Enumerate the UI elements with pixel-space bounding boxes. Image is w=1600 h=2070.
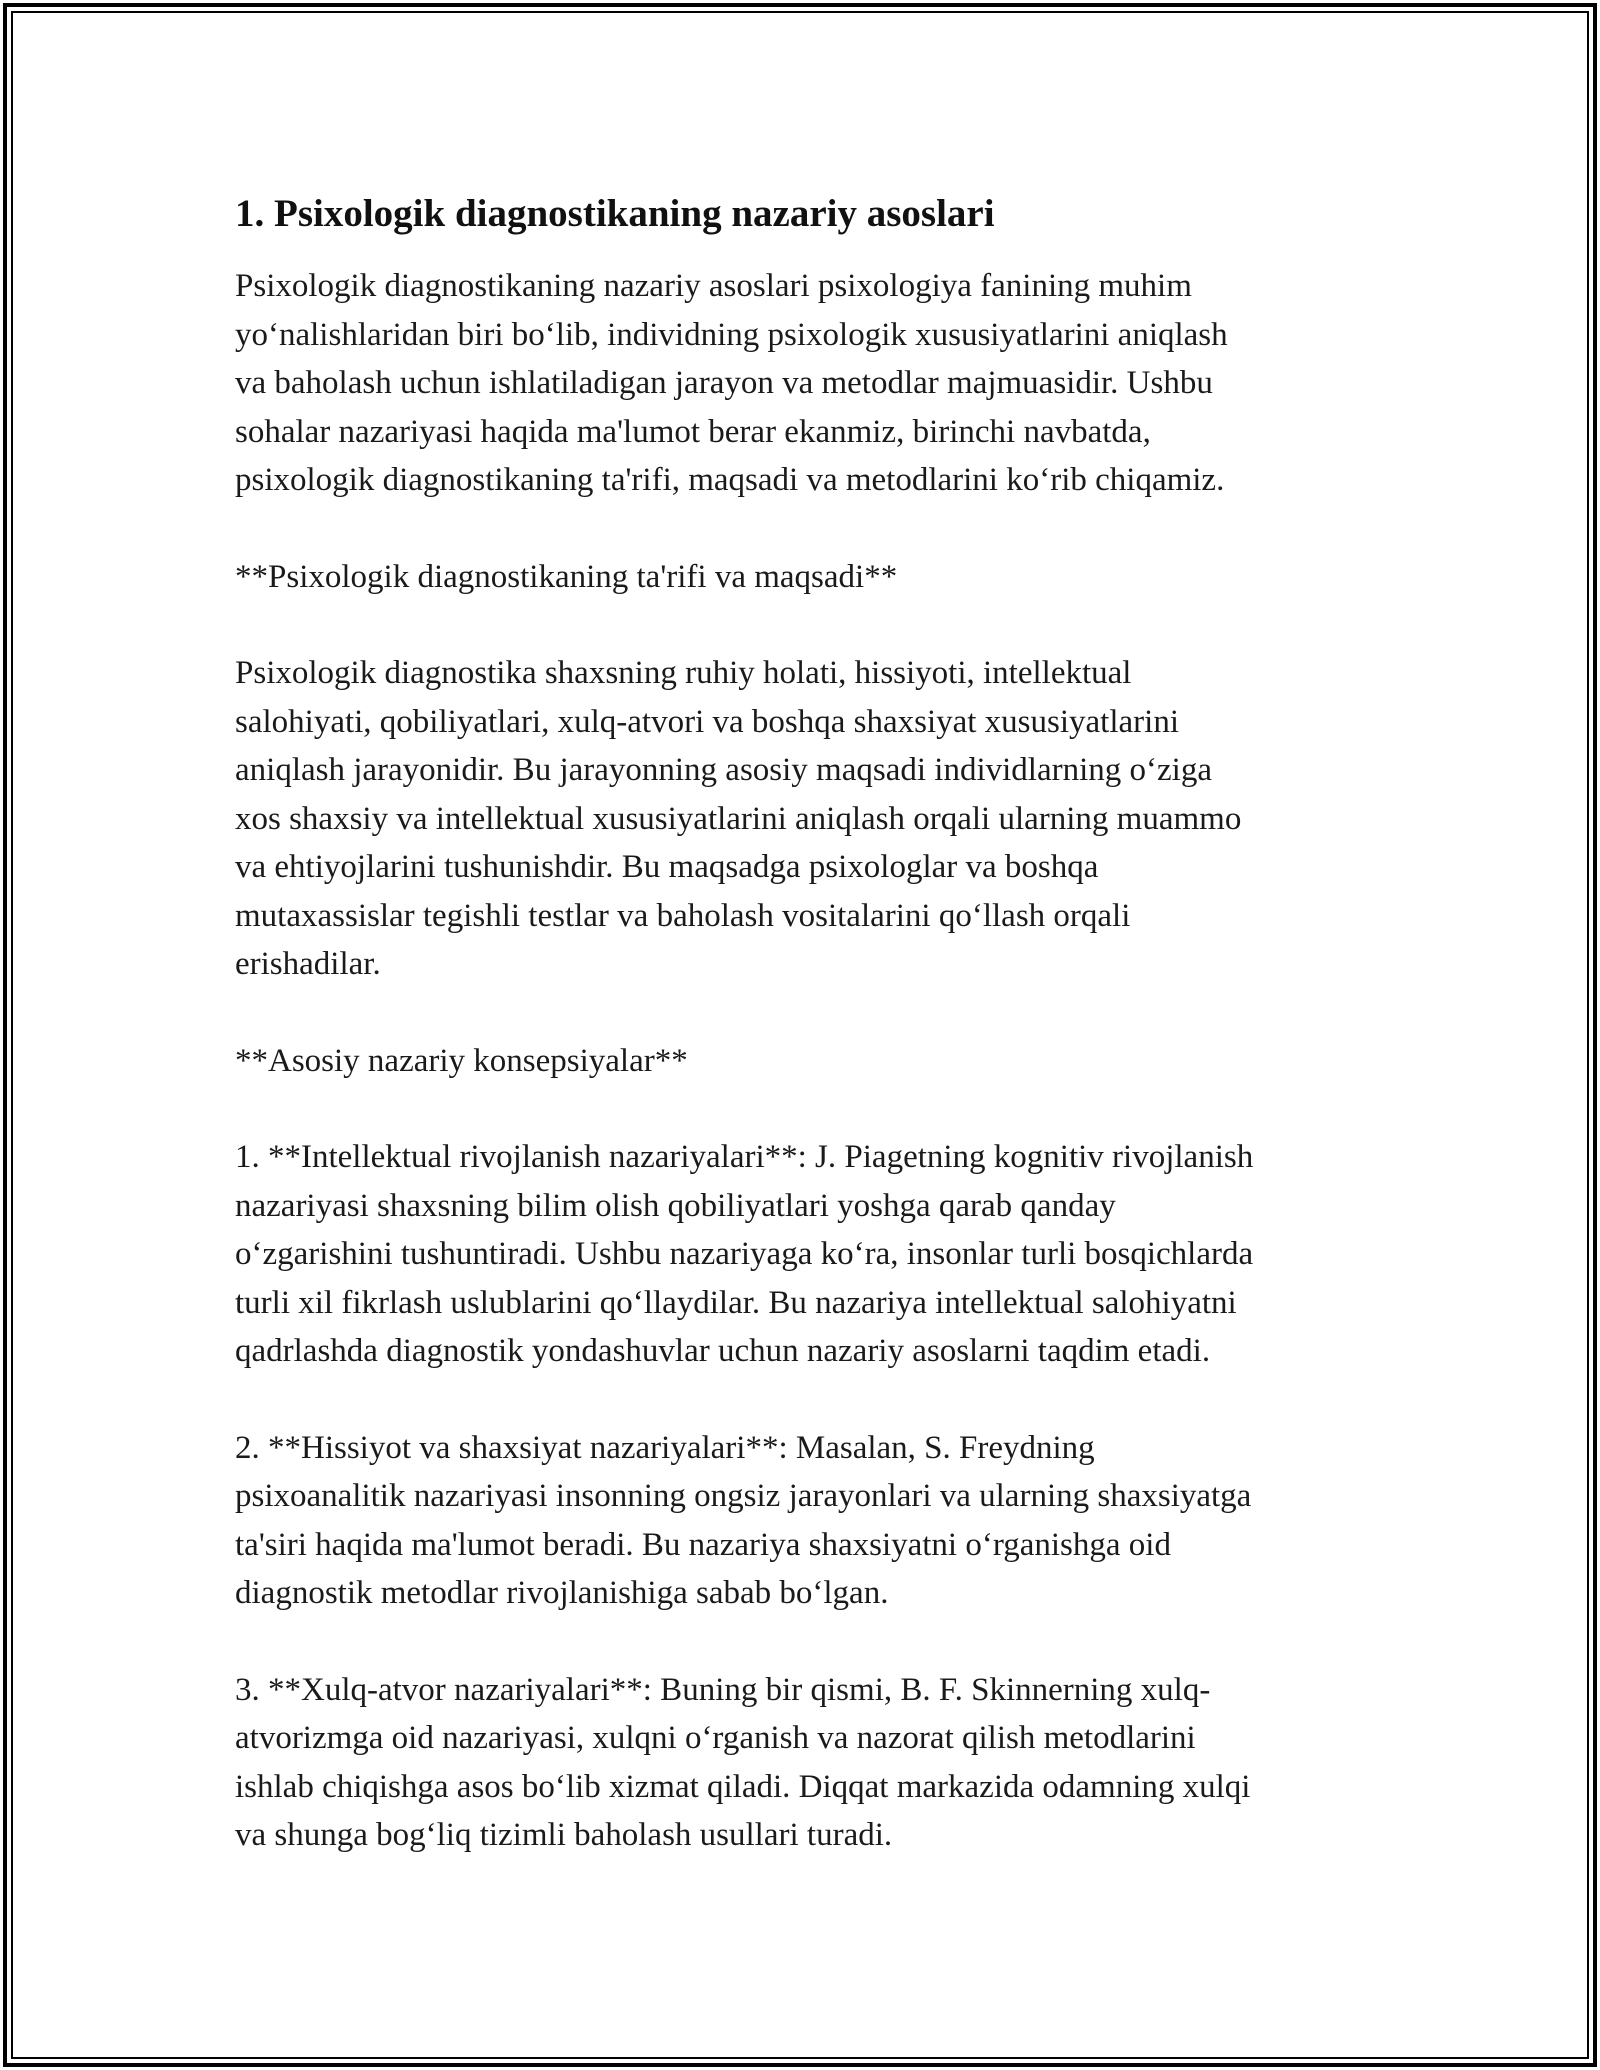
paragraph	[235, 1666, 1385, 1860]
paragraph	[235, 1037, 1385, 1086]
text-line: xos shaxsiy va intellektual xususiyatlarini aniqlash orqali ularning muammo	[235, 800, 1242, 837]
text-line: nazariyasi shaxsning bilim olish qobiliyatlari yoshga qarab qanday	[235, 1187, 1116, 1224]
paragraph	[235, 649, 1385, 989]
paragraph	[235, 262, 1385, 505]
text-line: va baholash uchun ishlatiladigan jarayon va metodlar majmuasidir. Ushbu	[235, 365, 1213, 401]
paragraph	[235, 553, 1385, 602]
document-body	[235, 182, 1385, 1908]
text-line: 1. **Intellektual rivojlanish nazariyalari**: J. Piagetning kognitiv rivojlanish	[235, 1139, 1254, 1175]
text-line: **Psixologik diagnostikaning ta'rifi va maqsadi**	[235, 558, 898, 595]
text-line: yo‘nalishlaridan biri bo‘lib, individning psixologik xususiyatlarini aniqlash	[235, 316, 1228, 353]
text-line: va shunga bog‘liq tizimli baholash usullari turadi.	[235, 1817, 893, 1853]
text-line: 3. **Xulq-atvor nazariyalari**: Buning bir qismi, B. F. Skinnerning xulq-	[235, 1671, 1211, 1708]
paragraph	[235, 1424, 1385, 1618]
text-line: erishadilar.	[235, 946, 381, 982]
text-line: qadrlashda diagnostik yondashuvlar uchun nazariy asoslarni taqdim etadi.	[235, 1333, 1211, 1369]
text-line: 2. **Hissiyot va shaxsiyat nazariyalari**: Masalan, S. Freydning	[235, 1429, 1095, 1466]
text-line: turli xil fikrlash uslublarini qo‘llaydilar. Bu nazariya intellektual salohiyatni	[235, 1284, 1237, 1321]
text-line: Psixologik diagnostikaning nazariy asoslari psixologiya fanining muhim	[235, 268, 1192, 304]
text-line: diagnostik metodlar rivojlanishiga sabab bo‘lgan.	[235, 1575, 889, 1611]
text-line: o‘zgarishini tushuntiradi. Ushbu nazariyaga ko‘ra, insonlar turli bosqichlarda	[235, 1236, 1254, 1272]
paragraph	[235, 1133, 1385, 1376]
paragraph-list	[235, 262, 1385, 1860]
text-line: psixoanalitik nazariyasi insonning ongsiz jarayonlari va ularning shaxsiyatga	[235, 1478, 1252, 1514]
text-line: aniqlash jarayonidir. Bu jarayonning asosiy maqsadi individlarning o‘ziga	[235, 752, 1212, 788]
text-line: psixologik diagnostikaning ta'rifi, maqsadi va metodlarini ko‘rib chiqamiz.	[235, 462, 1225, 498]
text-line: atvorizmga oid nazariyasi, xulqni o‘rganish va nazorat qilish metodlarini	[235, 1720, 1196, 1756]
text-line: ta'siri haqida ma'lumot beradi. Bu nazariya shaxsiyatni o‘rganishga oid	[235, 1526, 1171, 1563]
text-line: mutaxassislar tegishli testlar va baholash vositalarini qo‘llash orqali	[235, 897, 1131, 934]
text-line: va ehtiyojlarini tushunishdir. Bu maqsadga psixologlar va boshqa	[235, 849, 1099, 885]
text-line: Psixologik diagnostika shaxsning ruhiy holati, hissiyoti, intellektual	[235, 655, 1132, 691]
text-line: **Asosiy nazariy konsepsiyalar**	[235, 1042, 688, 1079]
text-line: ishlab chiqishga asos bo‘lib xizmat qiladi. Diqqat markazida odamning xulqi	[235, 1768, 1251, 1805]
document-title: 1. Psixologik diagnostikaning nazariy asoslari	[235, 192, 995, 235]
text-line: sohalar nazariyasi haqida ma'lumot berar ekanmiz, birinchi navbatda,	[235, 413, 1151, 450]
text-line: salohiyati, qobiliyatlari, xulq-atvori va boshqa shaxsiyat xususiyatlarini	[235, 703, 1179, 740]
